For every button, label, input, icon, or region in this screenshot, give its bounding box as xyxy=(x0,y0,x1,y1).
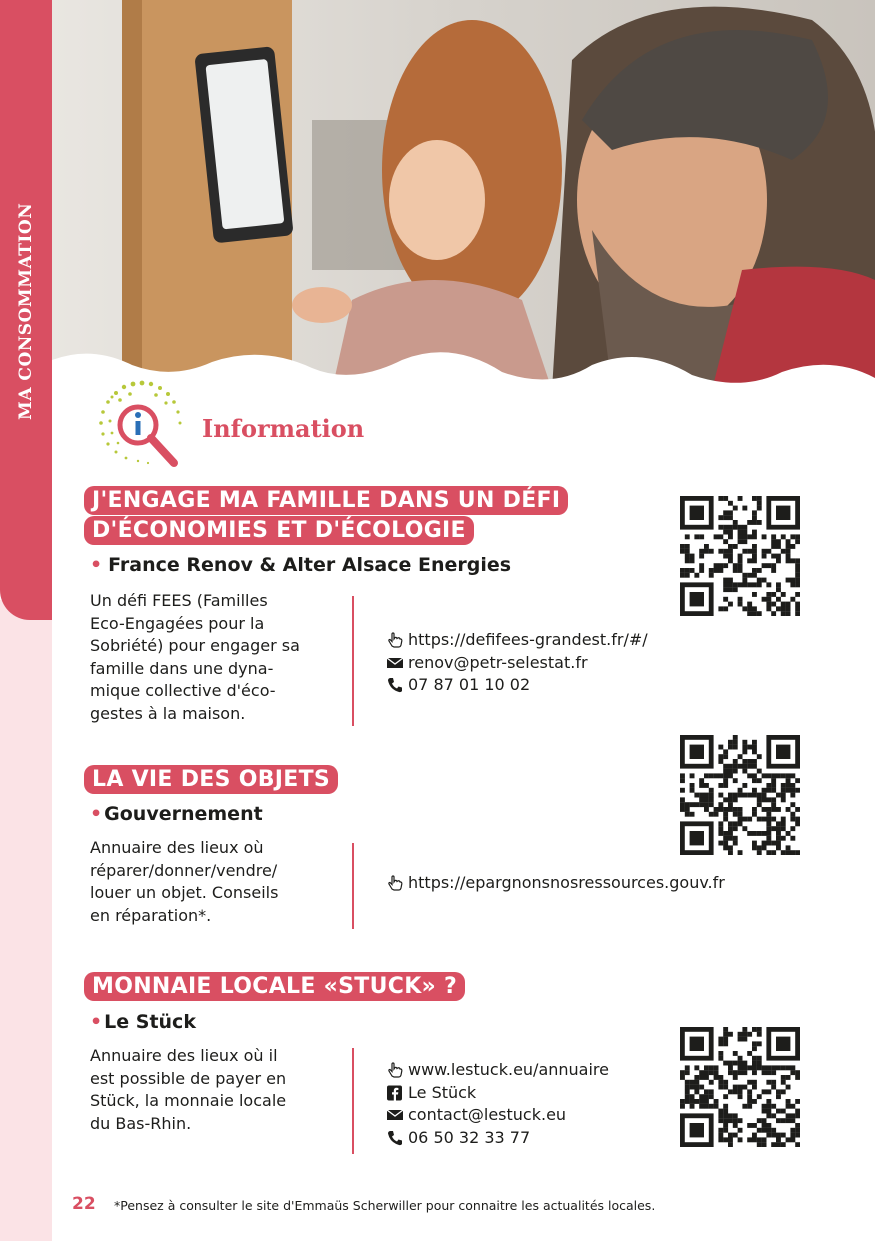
section-1-heading-line-1: J'ENGAGE MA FAMILLE DANS UN DÉFI xyxy=(84,486,568,515)
section-1-email-row[interactable] xyxy=(386,652,648,675)
section-3-website-row[interactable] xyxy=(386,1059,609,1082)
section-3-contacts xyxy=(386,1059,609,1149)
section-1-heading-line-2: D'ÉCONOMIES ET D'ÉCOLOGIE xyxy=(84,516,474,545)
sidebar-band-light xyxy=(0,600,52,1241)
section-3-email-row[interactable] xyxy=(386,1104,609,1127)
hand-pointer-icon xyxy=(386,632,404,648)
hand-pointer-icon xyxy=(386,875,404,891)
section-2-description: Annuaire des lieux où réparer/donner/vendre/ louer un objet. Conseils en réparation*. xyxy=(90,838,279,925)
section-3-phone[interactable]: 06 50 32 33 77 xyxy=(408,1127,531,1147)
hand-pointer-icon xyxy=(386,1062,404,1078)
section-1-qr-code[interactable] xyxy=(680,496,800,616)
sidebar-label-wrap xyxy=(12,200,42,420)
section-3-facebook-row[interactable] xyxy=(386,1082,609,1105)
section-3-heading: MONNAIE LOCALE «STUCK» ? xyxy=(84,972,465,1001)
section-3-qr-code[interactable] xyxy=(680,1027,800,1147)
section-1-phone[interactable]: 07 87 01 10 02 xyxy=(408,675,531,694)
section-3-organization: • Le Stück xyxy=(90,1011,196,1033)
facebook-icon xyxy=(386,1085,404,1101)
section-1-email[interactable]: renov@petr-selestat.fr xyxy=(408,652,588,672)
section-1-description: Un défi FEES (Familles Eco-Engagées pour la Sobriété) pour engager sa famille dans une dyna- mique collective d'éco- gestes à la maison. xyxy=(90,591,300,723)
section-3-email[interactable]: contact@lestuck.eu xyxy=(408,1105,567,1124)
section-3-description: Annuaire des lieux où il est possible de payer en Stück, la monnaie locale du Bas-Rhin. xyxy=(90,1046,287,1133)
phone-icon xyxy=(386,677,404,693)
section-1-phone-row[interactable] xyxy=(386,674,648,697)
sidebar-label: MA CONSOMMATION xyxy=(16,202,36,420)
section-3-facebook[interactable]: Le Stück xyxy=(408,1082,477,1102)
footnote: *Pensez à consulter le site d'Emmaüs Scherwiller pour connaitre les actualités locales. xyxy=(114,1198,656,1213)
page-number: 22 xyxy=(72,1194,96,1214)
envelope-icon xyxy=(386,1107,404,1123)
header-photo xyxy=(52,0,875,390)
section-1-website-row[interactable] xyxy=(386,629,648,652)
section-2-organization: • Gouvernement xyxy=(90,803,263,825)
info-title: Information xyxy=(202,414,365,443)
section-1-website[interactable]: https://defifees-grandest.fr/#/ xyxy=(408,630,648,649)
section-1-organization: • France Renov & Alter Alsace Energies xyxy=(90,554,512,576)
section-2-heading: LA VIE DES OBJETS xyxy=(84,765,338,794)
section-2-website-row[interactable] xyxy=(386,872,725,895)
section-1-contacts xyxy=(386,629,648,697)
section-3-divider xyxy=(352,1048,354,1154)
section-3-phone-row[interactable] xyxy=(386,1127,609,1150)
phone-icon xyxy=(386,1130,404,1146)
envelope-icon xyxy=(386,655,404,671)
section-1-divider xyxy=(352,596,354,726)
section-2-qr-code[interactable] xyxy=(680,735,800,855)
section-3-website[interactable]: www.lestuck.eu/annuaire xyxy=(408,1060,609,1079)
section-2-divider xyxy=(352,843,354,929)
info-magnifier-icon xyxy=(86,375,198,475)
section-2-contacts xyxy=(386,872,725,895)
section-2-website[interactable]: https://epargnonsnosressources.gouv.fr xyxy=(408,873,725,892)
